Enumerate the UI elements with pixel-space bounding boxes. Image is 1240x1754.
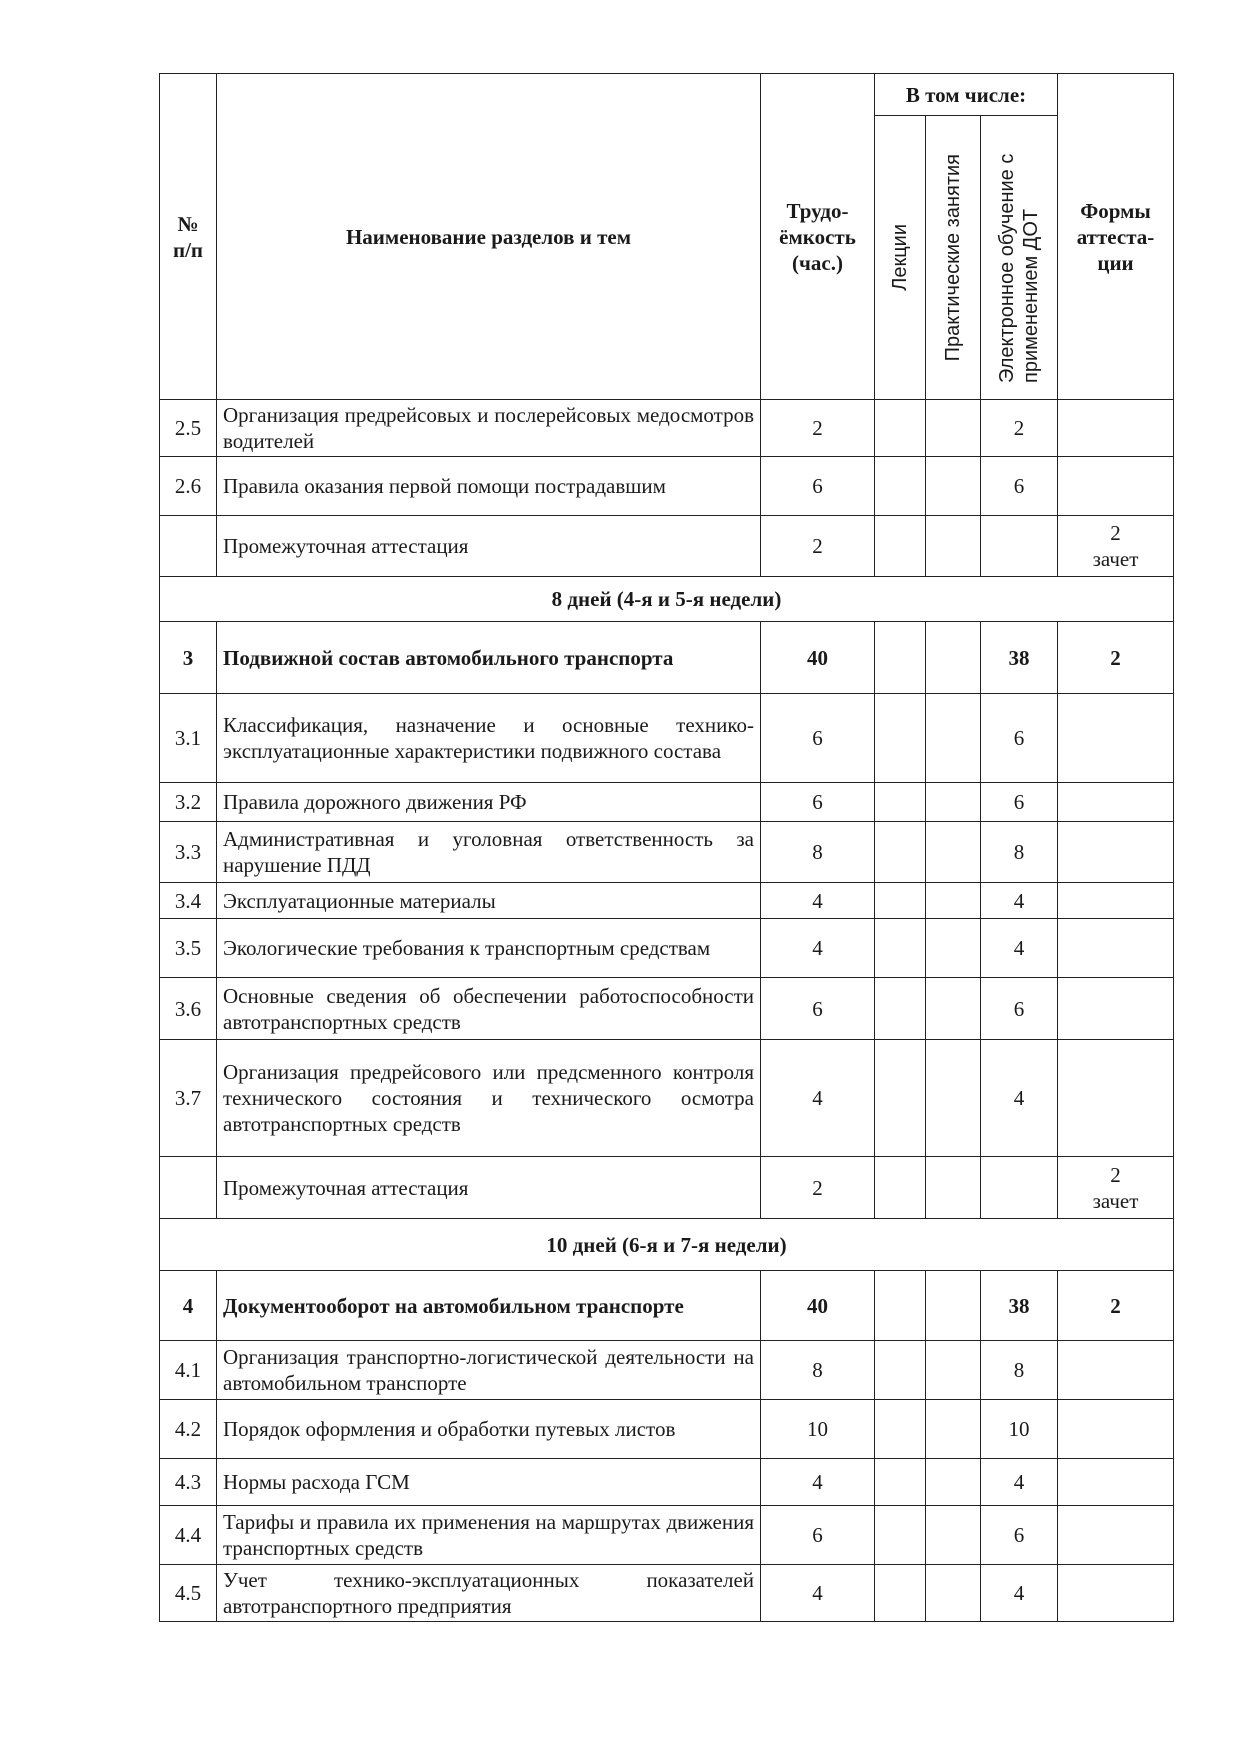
cell-forms [1058, 1459, 1174, 1506]
cell-num: 3.7 [160, 1040, 217, 1157]
cell-lectures [875, 883, 926, 919]
cell-hours: 40 [761, 622, 875, 694]
table-row [160, 516, 1174, 577]
cell-elearning: 38 [981, 1271, 1058, 1341]
cell-hours: 10 [761, 1400, 875, 1459]
cell-lectures [875, 1157, 926, 1219]
cell-elearning: 8 [981, 822, 1058, 883]
section-row [160, 622, 1174, 694]
cell-num: 3 [160, 622, 217, 694]
table-row [160, 978, 1174, 1040]
cell-practice [926, 1341, 981, 1400]
cell-lectures [875, 1271, 926, 1341]
table-row [160, 919, 1174, 978]
cell-num: 3.4 [160, 883, 217, 919]
cell-hours: 4 [761, 1040, 875, 1157]
cell-forms [1058, 783, 1174, 822]
cell-elearning: 4 [981, 1040, 1058, 1157]
cell-hours: 2 [761, 400, 875, 457]
cell-forms [1058, 1341, 1174, 1400]
cell-num: 3.1 [160, 694, 217, 783]
form-hours: 2 [1110, 1162, 1121, 1187]
cell-lectures [875, 694, 926, 783]
cell-name: Организация предрейсовых и послерейсовых медосмотров водителей [217, 400, 761, 457]
cell-hours: 2 [761, 1157, 875, 1219]
table-row [160, 1459, 1174, 1506]
cell-num: 3.3 [160, 822, 217, 883]
cell-practice [926, 1040, 981, 1157]
cell-hours: 2 [761, 516, 875, 577]
cell-name: Основные сведения об обеспечении работоспособности автотранспортных средств [217, 978, 761, 1040]
cell-practice [926, 1459, 981, 1506]
cell-forms: 2 [1058, 1271, 1174, 1341]
period-row [160, 1219, 1174, 1271]
cell-num [160, 516, 217, 577]
cell-name: Документооборот на автомобильном транспорте [217, 1271, 761, 1341]
cell-hours: 6 [761, 694, 875, 783]
cell-num: 4.5 [160, 1565, 217, 1622]
cell-num: 4.3 [160, 1459, 217, 1506]
cell-forms [1058, 457, 1174, 516]
cell-lectures [875, 978, 926, 1040]
cell-name: Правила оказания первой помощи пострадавшим [217, 457, 761, 516]
period-label: 10 дней (6-я и 7-я недели) [160, 1219, 1174, 1271]
cell-num: 3.5 [160, 919, 217, 978]
cell-elearning: 6 [981, 1506, 1058, 1565]
cell-lectures [875, 1040, 926, 1157]
cell-name: Промежуточная аттестация [217, 516, 761, 577]
cell-practice [926, 1271, 981, 1341]
cell-elearning: 38 [981, 622, 1058, 694]
cell-hours: 6 [761, 457, 875, 516]
cell-forms [1058, 694, 1174, 783]
cell-practice [926, 622, 981, 694]
cell-name: Эксплуатационные материалы [217, 883, 761, 919]
cell-forms [1058, 1400, 1174, 1459]
cell-lectures [875, 622, 926, 694]
cell-num: 4.2 [160, 1400, 217, 1459]
table-row [160, 822, 1174, 883]
cell-practice [926, 883, 981, 919]
cell-lectures [875, 1459, 926, 1506]
cell-practice [926, 978, 981, 1040]
cell-name: Подвижной состав автомобильного транспорта [217, 622, 761, 694]
cell-name: Правила дорожного движения РФ [217, 783, 761, 822]
cell-elearning: 10 [981, 1400, 1058, 1459]
cell-elearning: 6 [981, 457, 1058, 516]
cell-name: Учет технико-эксплуатационных показателей автотранспортного предприятия [217, 1565, 761, 1622]
cell-name: Организация предрейсового или предсменного контроля технического состояния и технического осмотра автотранспортных средств [217, 1040, 761, 1157]
cell-elearning: 4 [981, 1565, 1058, 1622]
cell-forms [1058, 1506, 1174, 1565]
cell-lectures [875, 457, 926, 516]
cell-elearning: 6 [981, 783, 1058, 822]
table-row [160, 783, 1174, 822]
header-name: Наименование разделов и тем [217, 74, 761, 400]
cell-practice [926, 822, 981, 883]
table-body [160, 400, 1174, 1622]
cell-practice [926, 400, 981, 457]
cell-hours: 6 [761, 783, 875, 822]
table-row [160, 883, 1174, 919]
cell-lectures [875, 516, 926, 577]
header-num: № п/п [160, 74, 217, 400]
header-including: В том числе: [875, 74, 1058, 116]
cell-forms [1058, 919, 1174, 978]
cell-practice [926, 1506, 981, 1565]
cell-hours: 8 [761, 1341, 875, 1400]
curriculum-table [159, 73, 1174, 1622]
cell-num: 2.5 [160, 400, 217, 457]
cell-forms [1058, 1565, 1174, 1622]
cell-forms [1058, 883, 1174, 919]
header-lectures: Лекции [875, 116, 926, 400]
cell-practice [926, 516, 981, 577]
period-row [160, 577, 1174, 622]
header-elearning: Электронное обучение с применением ДОТ [981, 116, 1058, 400]
cell-hours: 4 [761, 1459, 875, 1506]
cell-forms: 2 [1058, 622, 1174, 694]
table-row [160, 1506, 1174, 1565]
cell-name: Административная и уголовная ответственность за нарушение ПДД [217, 822, 761, 883]
period-label: 8 дней (4-я и 5-я недели) [160, 577, 1174, 622]
cell-elearning [981, 1157, 1058, 1219]
cell-forms [1058, 822, 1174, 883]
header-forms: Формы аттеста-ции [1058, 74, 1174, 400]
cell-hours: 6 [761, 1506, 875, 1565]
cell-name: Нормы расхода ГСМ [217, 1459, 761, 1506]
cell-hours: 6 [761, 978, 875, 1040]
cell-lectures [875, 919, 926, 978]
cell-elearning: 6 [981, 694, 1058, 783]
cell-forms [1058, 516, 1174, 577]
cell-practice [926, 1565, 981, 1622]
cell-num: 3.2 [160, 783, 217, 822]
form-note: зачет [1092, 1188, 1139, 1213]
cell-name: Организация транспортно-логистической деятельности на автомобильном транспорте [217, 1341, 761, 1400]
table-row [160, 1157, 1174, 1219]
cell-name: Промежуточная аттестация [217, 1157, 761, 1219]
table-row [160, 1565, 1174, 1622]
cell-practice [926, 919, 981, 978]
cell-num: 2.6 [160, 457, 217, 516]
cell-practice [926, 694, 981, 783]
cell-lectures [875, 783, 926, 822]
cell-lectures [875, 400, 926, 457]
cell-practice [926, 457, 981, 516]
cell-elearning: 4 [981, 919, 1058, 978]
header-practice: Практические занятия [926, 116, 981, 400]
cell-elearning: 4 [981, 883, 1058, 919]
cell-name: Порядок оформления и обработки путевых листов [217, 1400, 761, 1459]
cell-name: Классификация, назначение и основные технико-эксплуатационные характеристики подвижного состава [217, 694, 761, 783]
table-row [160, 694, 1174, 783]
cell-lectures [875, 1341, 926, 1400]
cell-lectures [875, 1400, 926, 1459]
table-row [160, 1040, 1174, 1157]
cell-num: 4.4 [160, 1506, 217, 1565]
cell-lectures [875, 1565, 926, 1622]
cell-practice [926, 1400, 981, 1459]
cell-hours: 4 [761, 1565, 875, 1622]
cell-elearning: 4 [981, 1459, 1058, 1506]
cell-num: 3.6 [160, 978, 217, 1040]
cell-lectures [875, 1506, 926, 1565]
form-hours: 2 [1110, 521, 1121, 545]
cell-elearning: 2 [981, 400, 1058, 457]
form-note: зачет [1092, 547, 1139, 571]
table-row [160, 457, 1174, 516]
cell-elearning [981, 516, 1058, 577]
cell-num: 4 [160, 1271, 217, 1341]
cell-hours: 4 [761, 919, 875, 978]
cell-name: Тарифы и правила их применения на маршрутах движения транспортных средств [217, 1506, 761, 1565]
cell-practice [926, 1157, 981, 1219]
table-row [160, 1341, 1174, 1400]
cell-name: Экологические требования к транспортным средствам [217, 919, 761, 978]
cell-forms [1058, 1157, 1174, 1219]
cell-forms [1058, 400, 1174, 457]
cell-hours: 40 [761, 1271, 875, 1341]
cell-lectures [875, 822, 926, 883]
cell-num: 4.1 [160, 1341, 217, 1400]
cell-num [160, 1157, 217, 1219]
cell-elearning: 6 [981, 978, 1058, 1040]
cell-forms [1058, 1040, 1174, 1157]
cell-hours: 4 [761, 883, 875, 919]
table-row [160, 1400, 1174, 1459]
cell-elearning: 8 [981, 1341, 1058, 1400]
table-row [160, 400, 1174, 457]
cell-forms [1058, 978, 1174, 1040]
cell-hours: 8 [761, 822, 875, 883]
section-row [160, 1271, 1174, 1341]
header-hours: Трудо-ёмкость (час.) [761, 74, 875, 400]
cell-practice [926, 783, 981, 822]
